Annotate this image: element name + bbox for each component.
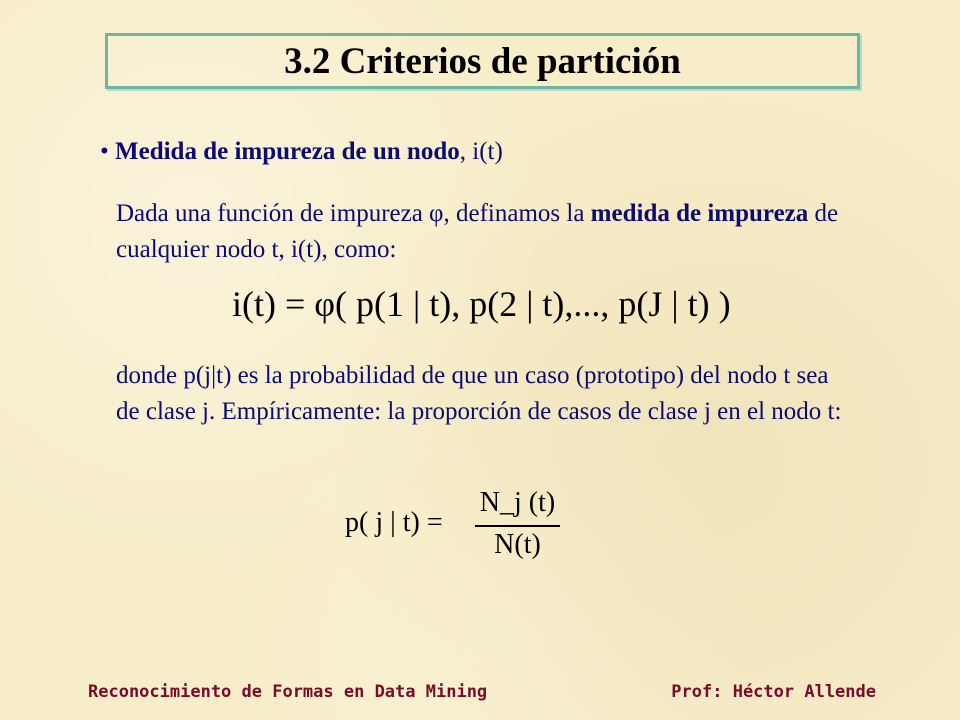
formula2-denominator: N(t) <box>494 529 541 560</box>
fraction-bar <box>475 525 560 527</box>
proportion-formula <box>345 487 575 567</box>
bullet-item <box>100 138 503 166</box>
footer-course: Reconocimiento de Formas en Data Mining <box>88 682 488 702</box>
formula2-lhs: p( j | t) = <box>345 507 443 538</box>
impurity-formula: i(t) = φ( p(1 | t), p(2 | t),..., p(J | t) ) <box>232 284 731 324</box>
slide-title: 3.2 Criterios de partición <box>284 40 681 82</box>
paragraph-definition <box>116 196 856 268</box>
footer-author: Prof: Héctor Allende <box>671 682 876 702</box>
bullet-bold-text: Medida de impureza de un nodo <box>115 138 460 165</box>
formula2-fraction <box>475 487 560 561</box>
paragraph1-part1: Dada una función de impureza φ, definamos la <box>116 200 591 227</box>
paragraph1-part2: de cualquier nodo t, i(t), como: <box>116 200 839 263</box>
bullet-suffix: , i(t) <box>459 138 503 165</box>
paragraph1-bold: medida de impureza <box>590 200 809 227</box>
bullet-marker: • <box>100 138 109 165</box>
title-box <box>105 33 860 89</box>
paragraph-probability: donde p(j|t) es la probabilidad de que un caso (prototipo) del nodo t sea de clase j. Empíricamente: la proporción de casos de clase j en el nodo t: <box>116 362 842 425</box>
formula2-numerator: N_j (t) <box>479 487 556 518</box>
